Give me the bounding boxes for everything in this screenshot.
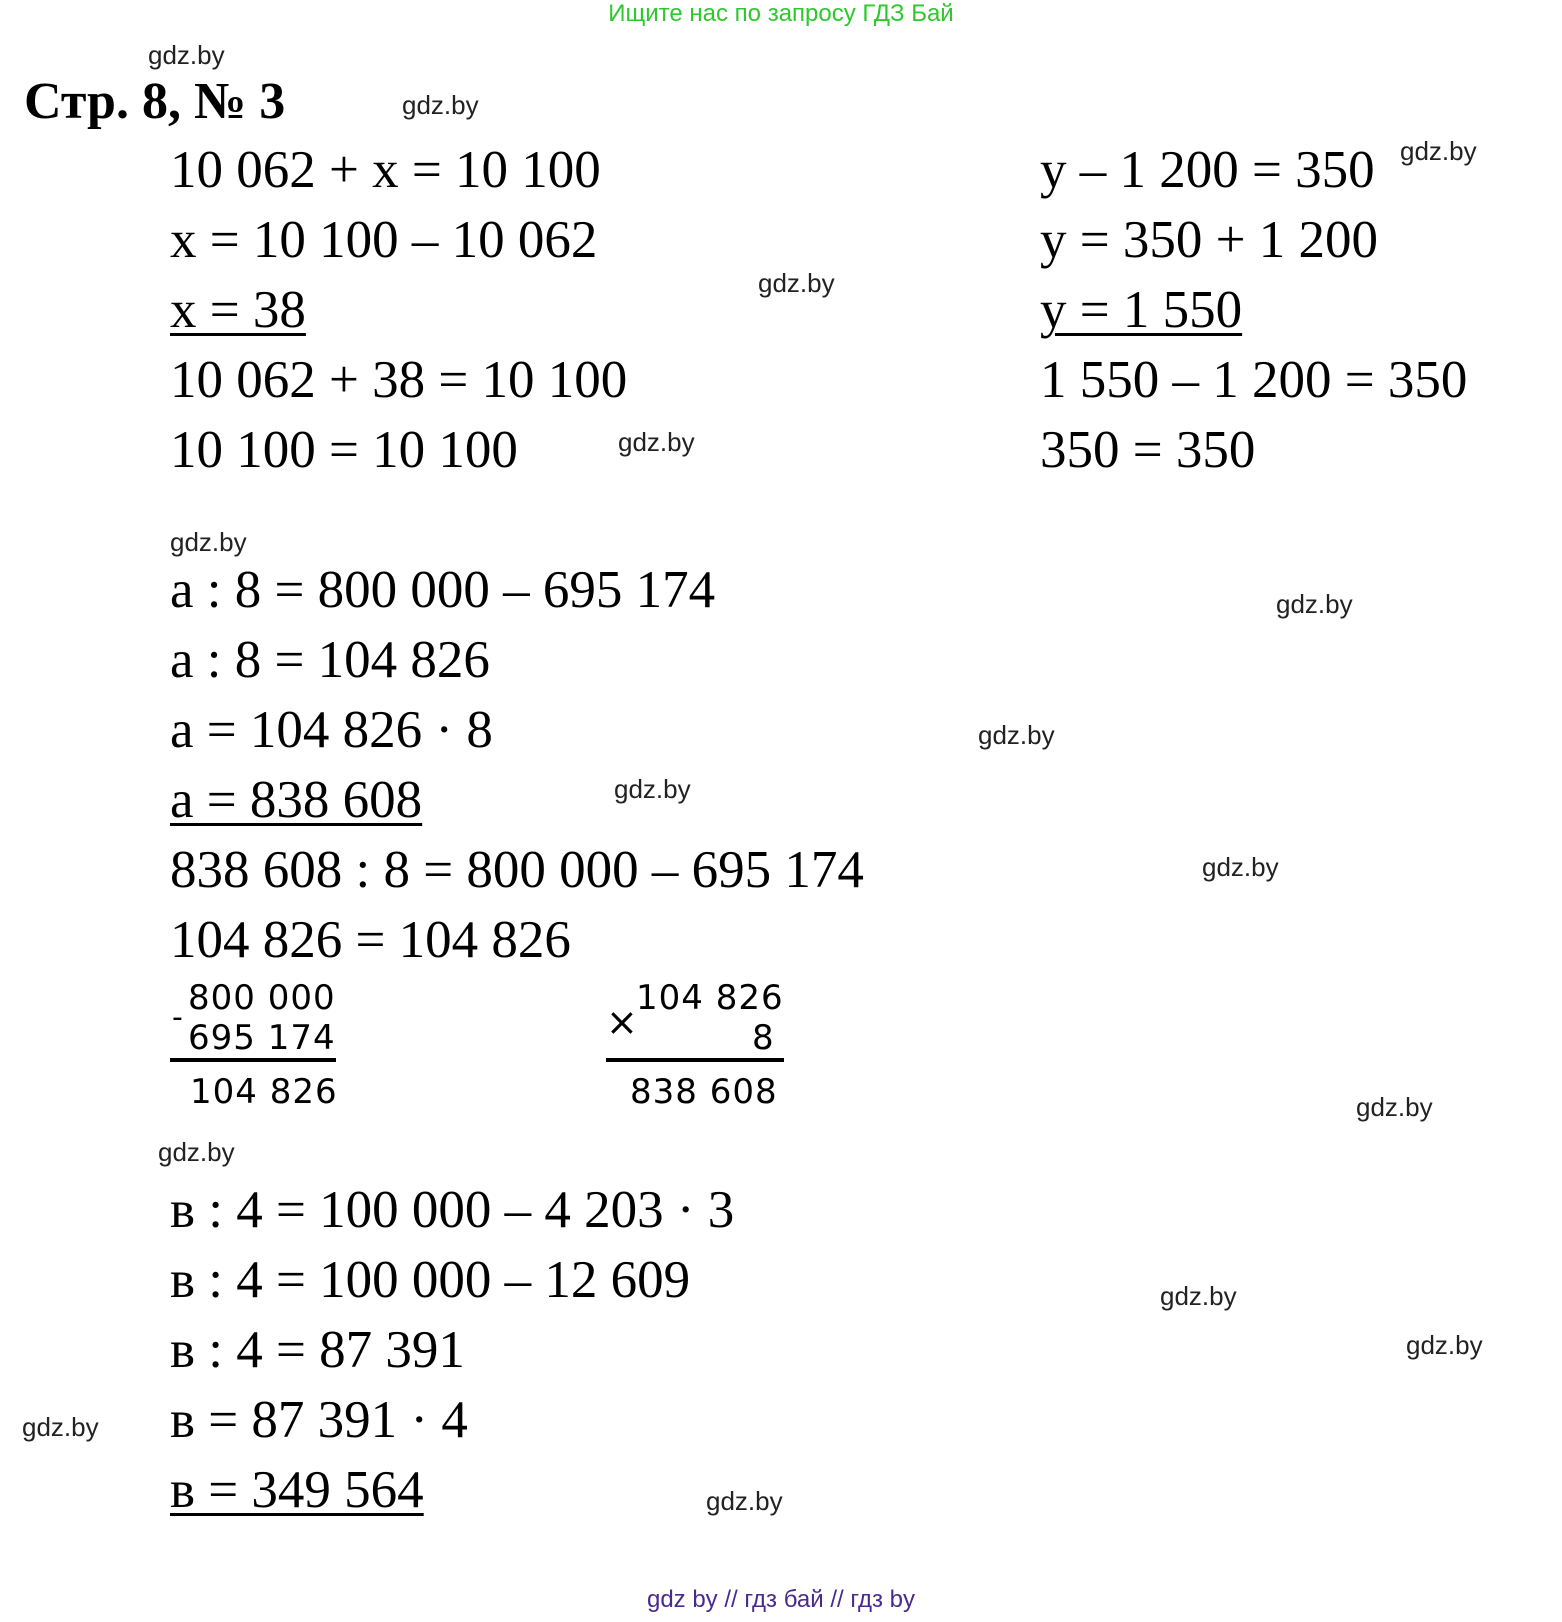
equation-y-check: 1 550 – 1 200 = 350 [1040, 351, 1468, 409]
watermark-text: gdz.by [22, 1412, 99, 1442]
watermark-text: gdz.by [1356, 1092, 1433, 1122]
multiplication-result: 838 608 [630, 1072, 778, 1112]
equation-a-check-result: 104 826 = 104 826 [170, 911, 571, 969]
watermark-text: gdz.by [706, 1486, 783, 1516]
watermark-text: gdz.by [618, 427, 695, 457]
equation-x-2: x = 10 100 – 10 062 [170, 211, 598, 269]
watermark-text: gdz.by [1160, 1281, 1237, 1311]
multiplication-bottom: 8 [752, 1018, 775, 1058]
subtraction-result: 104 826 [190, 1072, 338, 1112]
equation-a-check: 838 608 : 8 = 800 000 – 695 174 [170, 841, 864, 899]
subtraction-top: 800 000 [188, 978, 336, 1018]
watermark-text: gdz.by [1276, 589, 1353, 619]
watermark-text: gdz.by [1406, 1330, 1483, 1360]
watermark-text: gdz.by [402, 90, 479, 120]
equation-b-3: в : 4 = 87 391 [170, 1321, 465, 1379]
watermark-text: gdz.by [158, 1137, 235, 1167]
equation-y-answer: y = 1 550 [1040, 281, 1243, 339]
equation-y-1: y – 1 200 = 350 [1040, 141, 1375, 199]
equation-x-answer: x = 38 [170, 281, 306, 339]
watermark-text: gdz.by [1400, 136, 1477, 166]
subtraction-bottom: 695 174 [188, 1018, 336, 1058]
equation-x-check: 10 062 + 38 = 10 100 [170, 351, 628, 409]
equation-y-2: y = 350 + 1 200 [1040, 211, 1379, 269]
multiplication-sign: × [606, 1000, 639, 1044]
equation-a-2: a : 8 = 104 826 [170, 631, 490, 689]
search-banner: Ищите нас по запросу ГДЗ Бай [608, 0, 954, 27]
equation-b-4: в = 87 391 · 4 [170, 1391, 468, 1449]
footer-links: gdz by // гдз бай // гдз by [646, 1586, 916, 1613]
subtraction-line [170, 1058, 336, 1062]
equation-b-1: в : 4 = 100 000 – 4 203 · 3 [170, 1181, 735, 1239]
watermark-text: gdz.by [758, 268, 835, 298]
equation-y-check-result: 350 = 350 [1040, 421, 1256, 479]
watermark-text: gdz.by [614, 774, 691, 804]
subtraction-sign: - [172, 1000, 184, 1035]
watermark-text: gdz.by [1202, 852, 1279, 882]
multiplication-line [606, 1058, 784, 1062]
equation-x-check-result: 10 100 = 10 100 [170, 421, 518, 479]
equation-a-3: a = 104 826 · 8 [170, 701, 493, 759]
watermark-text: gdz.by [170, 527, 247, 557]
equation-b-answer: в = 349 564 [170, 1461, 424, 1519]
equation-a-1: a : 8 = 800 000 – 695 174 [170, 561, 716, 619]
watermark-text: gdz.by [978, 720, 1055, 750]
watermark-text: gdz.by [148, 40, 225, 70]
equation-x-1: 10 062 + x = 10 100 [170, 141, 601, 199]
equation-b-2: в : 4 = 100 000 – 12 609 [170, 1251, 691, 1309]
multiplication-top: 104 826 [636, 978, 784, 1018]
equation-a-answer: a = 838 608 [170, 771, 423, 829]
page-title: Стр. 8, № 3 [24, 73, 286, 130]
